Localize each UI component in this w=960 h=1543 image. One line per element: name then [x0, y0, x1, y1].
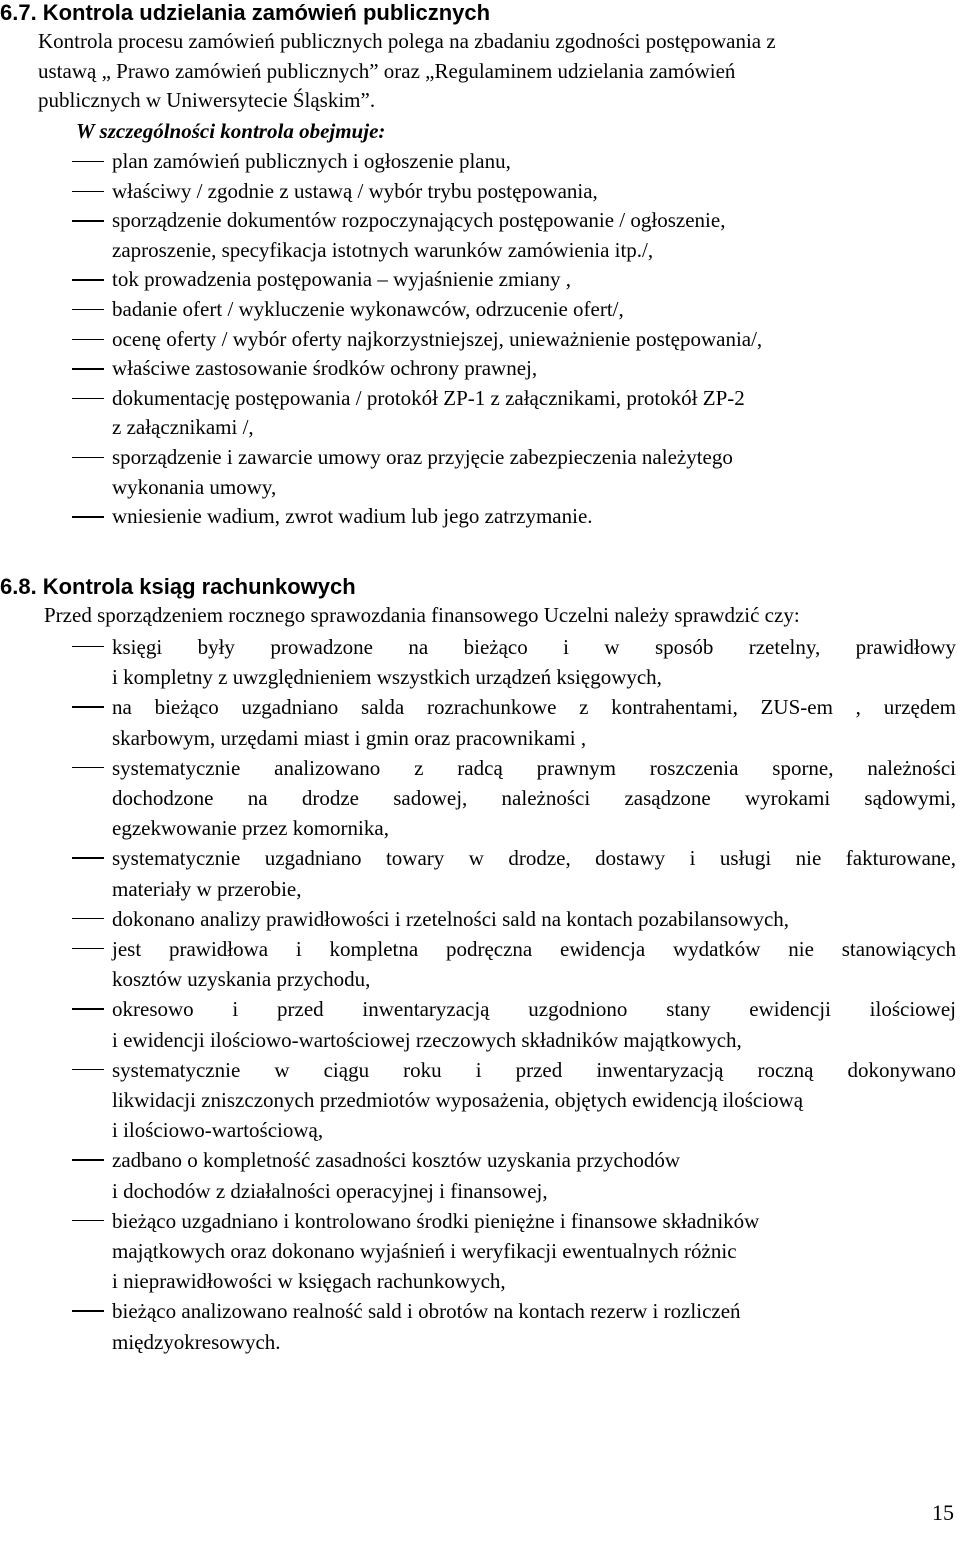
books-check-list [0, 632, 956, 1357]
list-item: jest prawidłowa i kompletna podręczna ewidencja wydatków nie stanowiących kosztów uzyskania przychodu, [0, 934, 956, 994]
list-item: ocenę oferty / wybór oferty najkorzystniejszej, unieważnienie postępowania/, [0, 325, 960, 355]
list-item: wniesienie wadium, zwrot wadium lub jego zatrzymanie. [0, 502, 960, 532]
dash-bullet [72, 767, 104, 768]
list-item: właściwy / zgodnie z ustawą / wybór trybu postępowania, [0, 177, 960, 207]
intro-line: Kontrola procesu zamówień publicznych polega na zbadaniu zgodności postępowania z [38, 29, 776, 53]
page-number: 15 [932, 1500, 954, 1525]
dash-bullet [72, 220, 104, 221]
dash-bullet [72, 857, 104, 858]
list-item: bieżąco analizowano realność sald i obrotów na kontach rezerw i rozliczeń międzyokresowych. [0, 1296, 956, 1356]
list-item: sporządzenie i zawarcie umowy oraz przyjęcie zabezpieczenia należytego wykonania umowy, [0, 443, 960, 502]
dash-bullet [72, 309, 104, 310]
list-item: bieżąco uzgadniano i kontrolowano środki pieniężne i finansowe składników majątkowych oraz dokonano wyjaśnień i weryfikacji ewentualnych różnic i nieprawidłowości w księgach rachunkowych, [0, 1206, 956, 1297]
section-title: Kontrola ksiąg rachunkowych [42, 574, 356, 599]
dash-bullet [72, 279, 104, 280]
list-subheading: W szczególności kontrola obejmuje: [76, 119, 386, 143]
list-item: tok prowadzenia postępowania – wyjaśnienie zmiany , [0, 265, 960, 295]
intro-line: ustawą „ Prawo zamówień publicznych” oraz „Regulaminem udzielania zamówień [38, 58, 736, 83]
dash-bullet [72, 706, 104, 707]
list-item: badanie ofert / wykluczenie wykonawców, odrzucenie ofert/, [0, 295, 960, 325]
section-heading-6-7 [0, 0, 490, 26]
list-item: plan zamówień publicznych i ogłoszenie planu, [0, 147, 960, 177]
dash-bullet [72, 398, 104, 399]
list-item: okresowo i przed inwentaryzacją uzgodniono stany ewidencji ilościowej i ewidencji ilościowo-wartościowej rzeczowych składników majątkowych, [0, 994, 956, 1054]
list-item: systematycznie analizowano z radcą prawnym roszczenia sporne, należności dochodzone na drodze sadowej, należności zasądzone wyrokami sądowymi, egzekwowanie przez komornika, [0, 753, 956, 844]
dash-bullet [72, 1159, 104, 1160]
dash-bullet [72, 646, 104, 647]
list-item: sporządzenie dokumentów rozpoczynających postępowanie / ogłoszenie, zaproszenie, specyfikacja istotnych warunków zamówienia itp./, [0, 206, 960, 265]
dash-bullet [72, 1310, 104, 1311]
dash-bullet [72, 161, 104, 162]
dash-bullet [72, 516, 104, 517]
list-item: zadbano o kompletność zasadności kosztów uzyskania przychodów i dochodów z działalności operacyjnej i finansowej, [0, 1145, 956, 1205]
dash-bullet [72, 948, 104, 949]
list-item: księgi były prowadzone na bieżąco i w sposób rzetelny, prawidłowy i kompletny z uwzględnieniem wszystkich urządzeń księgowych, [0, 632, 956, 692]
list-item: systematycznie w ciągu roku i przed inwentaryzacją roczną dokonywano likwidacji zniszczonych przedmiotów wyposażenia, objętych ewidencją ilościową i ilościowo-wartościową, [0, 1055, 956, 1146]
section-intro: Przed sporządzeniem rocznego sprawozdania finansowego Uczelni należy sprawdzić czy: [44, 603, 800, 627]
section-heading-6-8 [0, 574, 356, 600]
section-intro [38, 27, 776, 116]
list-item: na bieżąco uzgadniano salda rozrachunkowe z kontrahentami, ZUS-em , urzędem skarbowym, urzędami miast i gmin oraz pracownikami , [0, 692, 956, 752]
list-item: właściwe zastosowanie środków ochrony prawnej, [0, 354, 960, 384]
list-item: dokumentację postępowania / protokół ZP-1 z załącznikami, protokół ZP-2 z załącznikami /, [0, 384, 960, 443]
dash-bullet [72, 1069, 104, 1070]
section-number: 6.8. [0, 574, 37, 599]
intro-line: publicznych w Uniwersytecie Śląskim”. [38, 88, 376, 112]
dash-bullet [72, 339, 104, 340]
dash-bullet [72, 191, 104, 192]
section-number: 6.7. [0, 0, 37, 25]
dash-bullet [72, 918, 104, 919]
dash-bullet [72, 1220, 104, 1221]
list-item: systematycznie uzgadniano towary w drodze, dostawy i usługi nie fakturowane, materiały w przerobie, [0, 843, 956, 903]
dash-bullet [72, 457, 104, 458]
section-title: Kontrola udzielania zamówień publicznych [42, 0, 491, 25]
dash-bullet [72, 368, 104, 369]
list-item: dokonano analizy prawidłowości i rzetelności sald na kontach pozabilansowych, [0, 904, 956, 934]
control-scope-list [0, 147, 960, 532]
dash-bullet [72, 1008, 104, 1009]
